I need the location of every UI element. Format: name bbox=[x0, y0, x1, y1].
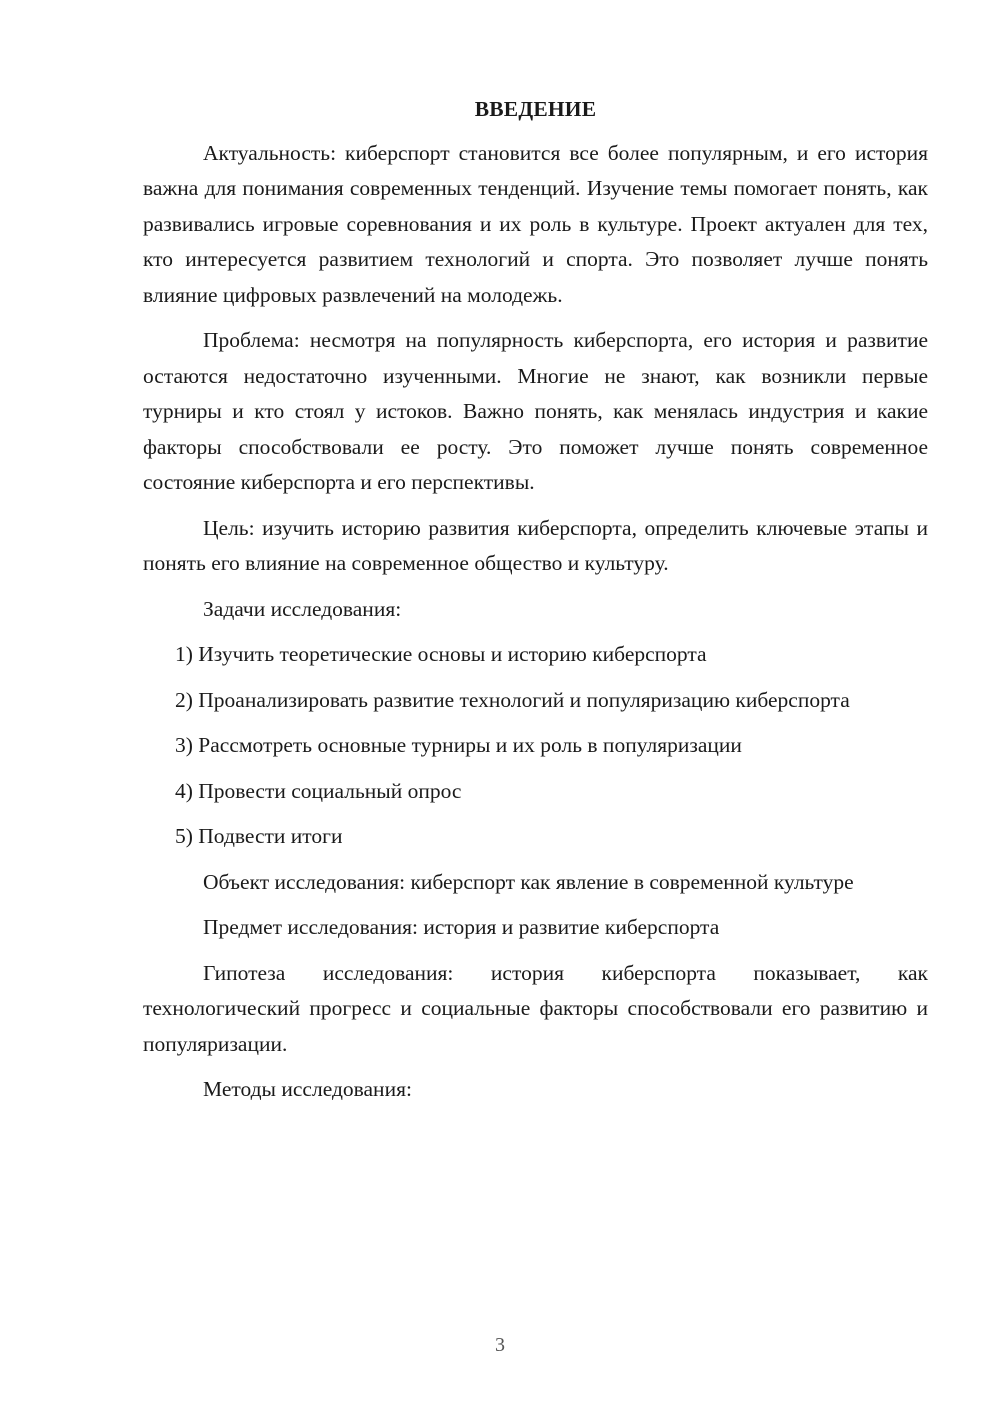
page-number: 3 bbox=[495, 1334, 505, 1356]
relevance-paragraph: Актуальность: киберспорт становится все более популярным, и его история важна для понимания современных тенденций. Изучение темы помогает понять, как развивались игровые соревнования и их роль в культуре. Проект актуален для тех, кто интересуется развитием технологий и спорта. Это позволяет лучше понять влияние цифровых развлечений на молодежь. bbox=[143, 140, 928, 307]
task-item-2: 2) Проанализировать развитие технологий и популяризацию киберспорта bbox=[175, 687, 850, 712]
document-page bbox=[143, 92, 928, 1108]
object-paragraph: Объект исследования: киберспорт как явление в современной культуре bbox=[203, 869, 854, 894]
hypothesis-paragraph: Гипотеза исследования: история киберспорта показывает, как технологический прогресс и социальные факторы способствовали его развитию и популяризации. bbox=[143, 960, 928, 1056]
task-item-1: 1) Изучить теоретические основы и историю киберспорта bbox=[175, 642, 707, 666]
subject-paragraph: Предмет исследования: история и развитие киберспорта bbox=[203, 915, 720, 939]
methods-heading: Методы исследования: bbox=[203, 1077, 412, 1101]
tasks-heading: Задачи исследования: bbox=[203, 596, 402, 621]
task-item-4: 4) Провести социальный опрос bbox=[175, 778, 462, 803]
task-item-5: 5) Подвести итоги bbox=[175, 824, 343, 848]
problem-paragraph: Проблема: несмотря на популярность киберспорта, его история и развитие остаются недостаточно изученными. Многие не знают, как возникли первые турниры и кто стоял у истоков. Важно понять, как менялась индустрия и какие факторы способствовали ее росту. Это поможет лучше понять современное состояние киберспорта и его перспективы. bbox=[143, 328, 928, 494]
goal-paragraph: Цель: изучить историю развития киберспорта, определить ключевые этапы и понять его влияние на современное общество и культуру. bbox=[143, 515, 928, 575]
task-item-3: 3) Рассмотреть основные турниры и их роль в популяризации bbox=[175, 733, 742, 757]
section-title: ВВЕДЕНИЕ bbox=[474, 97, 597, 121]
